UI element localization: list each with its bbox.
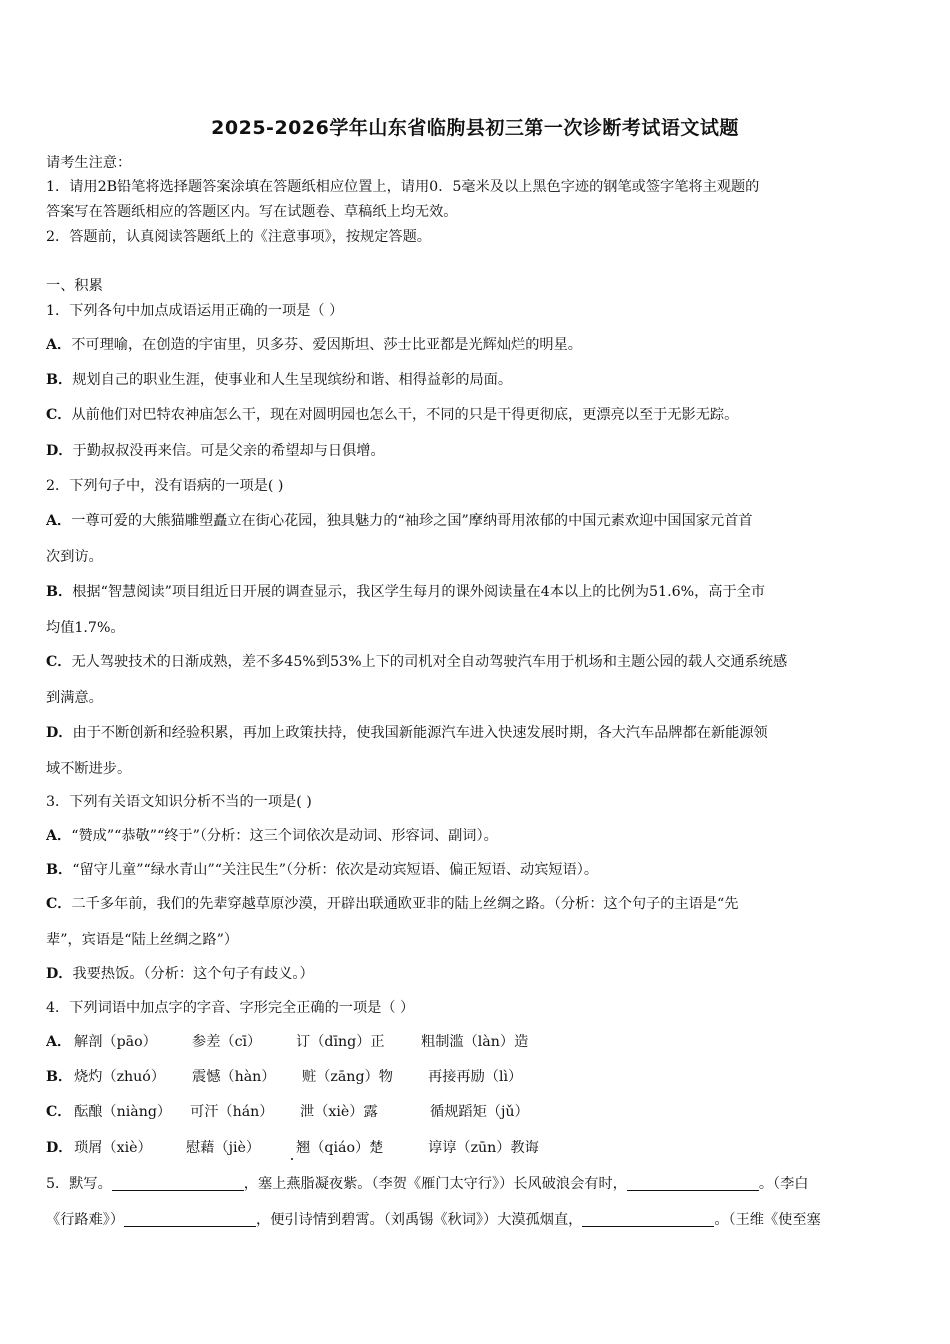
question-2-option-b-line-2: 均值1.7%。: [46, 620, 125, 636]
answer-blank[interactable]: [112, 1175, 244, 1191]
question-2-option-a-line-2: 次到访。: [46, 549, 103, 565]
question-4-stem: 4．下列词语中加点字的字音、字形完全正确的一项是（ ）: [46, 1000, 415, 1016]
question-3-option-c-line-1: [46, 892, 912, 916]
option-letter: A．: [46, 828, 72, 844]
word-item: 慰藉（jiè）: [186, 1140, 261, 1156]
word-item: 翘（qiáo）楚: [296, 1140, 384, 1156]
option-letter: D．: [46, 443, 73, 459]
option-text: 规划自己的职业生涯，使事业和人生呈现缤纷和谐、相得益彰的局面。: [72, 372, 513, 388]
option-letter: D．: [46, 966, 73, 982]
option-letter: A．: [46, 1034, 72, 1050]
question-2-option-d-line-2: 域不断进步。: [46, 761, 132, 777]
notice-item-2: 2．答题前，认真阅读答题纸上的《注意事项》，按规定答题。: [46, 229, 431, 245]
question-2-option-b-line-1: [46, 580, 912, 604]
option-letter: C．: [46, 896, 72, 912]
question-1-option-c: [46, 403, 912, 427]
answer-blank[interactable]: [582, 1211, 714, 1227]
word-item: 酝酿（niàng）: [74, 1104, 172, 1120]
question-2-option-c-line-2: 到满意。: [46, 690, 103, 706]
option-text: “赞成”“恭敬”“终于”（分析：这三个词依次是动词、形容词、副词）。: [71, 828, 498, 844]
question-4-option-d: [46, 1136, 912, 1160]
word-item: 循规蹈矩（jǔ）: [430, 1104, 529, 1120]
option-text: 一尊可爱的大熊猫雕塑矗立在街心花园，独具魅力的“袖珍之国”摩纳哥用浓郁的中国元素欢迎中国国家元首首: [71, 513, 753, 529]
word-item: 订（dīng）正: [296, 1034, 385, 1050]
option-text: 由于不断创新和经验积累，再加上政策扶持，使我国新能源汽车进入快速发展时期，各大汽车品牌都在新能源领: [72, 725, 768, 741]
section-heading: 一、积累: [46, 278, 103, 294]
question-2-option-d-line-1: [46, 721, 912, 745]
option-text: 根据“智慧阅读”项目组近日开展的调查显示，我区学生每月的课外阅读量在4本以上的比例为51.6%，高于全市: [72, 584, 766, 600]
option-letter: C．: [46, 1104, 72, 1120]
question-3-option-c-line-2: 辈”，宾语是“陆上丝绸之路”）: [46, 932, 239, 948]
question-5-text: ，塞上燕脂凝夜紫。（李贺《雁门太守行》）长风破浪会有时，: [243, 1176, 627, 1192]
question-4-option-c: [46, 1100, 912, 1124]
word-item: 赃（zāng）物: [302, 1069, 393, 1085]
question-3-stem: 3．下列有关语文知识分析不当的一项是( ): [46, 794, 312, 810]
option-letter: A．: [46, 337, 72, 353]
question-5-line-1: [46, 1172, 912, 1196]
option-text: 于勤叔叔没再来信。可是父亲的希望却与日俱增。: [72, 443, 385, 459]
question-4-option-a: [46, 1030, 912, 1054]
question-1-option-b: [46, 368, 912, 392]
question-2-option-c-line-1: [46, 650, 912, 674]
question-1-option-d: [46, 439, 912, 463]
question-4-option-b: [46, 1065, 912, 1089]
answer-blank[interactable]: [124, 1211, 256, 1227]
option-letter: D．: [46, 1140, 73, 1156]
word-item: 烧灼（zhuó）: [74, 1069, 166, 1085]
answer-blank[interactable]: [627, 1175, 759, 1191]
question-5-text: ，便引诗情到碧霄。（刘禹锡《秋词》）大漠孤烟直，: [256, 1212, 583, 1228]
option-text: 不可理喻，在创造的宇宙里，贝多芬、爱因斯坦、莎士比亚都是光辉灿烂的明星。: [71, 337, 582, 353]
option-letter: B．: [46, 862, 73, 878]
question-3-option-b: [46, 858, 912, 882]
notice-item-1-line-1: 1．请用2B铅笔将选择题答案涂填在答题纸相应位置上，请用0．5毫米及以上黑色字迹的钢笔或签字笔将主观题的: [46, 179, 760, 195]
question-5-text: 《行路难》）: [46, 1212, 125, 1228]
word-item: 琐屑（xiè）: [74, 1140, 152, 1156]
word-item: 解剖（pāo）: [74, 1034, 157, 1050]
question-5-text: 。（李白: [758, 1176, 809, 1192]
option-letter: B．: [46, 1069, 73, 1085]
question-3-option-a: [46, 824, 912, 848]
option-text: 二千多年前，我们的先辈穿越草原沙漠，开辟出联通欧亚非的陆上丝绸之路。（分析：这个句子的主语是“先: [71, 896, 739, 912]
page-title: 2025-2026学年山东省临朐县初三第一次诊断考试语文试题: [211, 117, 739, 139]
option-letter: D．: [46, 725, 73, 741]
notice-item-1-line-2: 答案写在答题纸相应的答题区内。写在试题卷、草稿纸上均无效。: [46, 204, 458, 220]
word-item: 震憾（hàn）: [192, 1069, 276, 1085]
emphasis-dot: [291, 1158, 293, 1160]
option-letter: C．: [46, 407, 72, 423]
question-2-stem: 2．下列句子中，没有语病的一项是( ): [46, 478, 284, 494]
question-5-label: 5．默写。: [46, 1176, 112, 1192]
question-1-option-a: [46, 333, 912, 357]
word-item: 谆谆（zūn）教诲: [428, 1140, 539, 1156]
option-text: 无人驾驶技术的日渐成熟，差不多45%到53%上下的司机对全自动驾驶汽车用于机场和主题公园的载人交通系统感: [71, 654, 788, 670]
word-item: 泄（xiè）露: [300, 1104, 378, 1120]
word-item: 再接再励（lì）: [428, 1069, 523, 1085]
option-letter: B．: [46, 584, 73, 600]
option-text: 从前他们对巴特农神庙怎么干，现在对圆明园也怎么干，不同的只是干得更彻底，更漂亮以至于无影无踪。: [71, 407, 739, 423]
option-letter: C．: [46, 654, 72, 670]
question-1-stem: 1．下列各句中加点成语运用正确的一项是（ ）: [46, 303, 344, 319]
question-5-text: 。（王维《使至塞: [714, 1212, 821, 1228]
word-item: 粗制滥（làn）造: [421, 1034, 529, 1050]
question-5-line-2: [46, 1208, 912, 1232]
word-item: 可汗（hán）: [190, 1104, 274, 1120]
option-text: 我要热饭。（分析：这个句子有歧义。）: [72, 966, 314, 982]
question-2-option-a-line-1: [46, 509, 912, 533]
option-letter: B．: [46, 372, 73, 388]
word-item: 参差（cī）: [192, 1034, 262, 1050]
option-letter: A．: [46, 513, 72, 529]
question-3-option-d: [46, 962, 912, 986]
notice-heading: 请考生注意：: [46, 155, 132, 171]
option-text: “留守儿童”“绿水青山”“关注民生”（分析：依次是动宾短语、偏正短语、动宾短语）。: [72, 862, 599, 878]
